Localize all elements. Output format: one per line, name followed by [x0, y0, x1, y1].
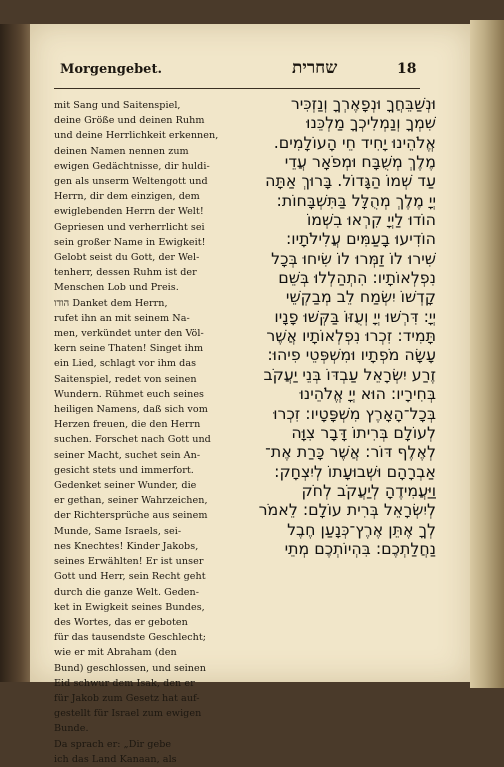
hebrew-line: לְיִשְׂרָאֵל בְּרִית עוֹלָם: לֵאמֹר	[258, 500, 436, 520]
german-line: Bund) geschlossen, und seinen	[54, 662, 206, 674]
header-german-title: Morgengebet.	[60, 62, 162, 77]
german-line: mit Sang und Saitenspiel,	[54, 100, 181, 111]
running-header	[30, 60, 470, 86]
german-line: men, verkündet unter den Völ-	[54, 328, 204, 340]
german-line: Bunde.	[54, 723, 89, 735]
german-line: Gelobt seist du Gott, der Wel-	[54, 252, 200, 264]
hebrew-line: קָדְשׁוֹ יִשְׂמַח לֵב מְבַקְשֵׁי	[285, 287, 436, 307]
hebrew-line: הוֹדִיעוּ בָעַמִּים עֲלִילֹתָיו:	[285, 229, 436, 249]
german-line: sein großer Name in Ewigkeit!	[54, 236, 206, 248]
hebrew-line: זֶרַע יִשְׂרָאֵל עַבְדּוֹ בְּנֵי יַעֲקֹב	[263, 364, 436, 384]
hebrew-line: יְיָ: דִּרְשׁוּ יְיָ וְעֻזּוֹ בַּקְּשׁוּ פָנָיו	[274, 306, 436, 326]
hebrew-line: עָשָׂה מֹפְתָיו וּמִשְׁפְּטֵי פִיהוּ:	[267, 345, 436, 365]
german-line: und deine Herrlichkeit erkennen,	[54, 130, 218, 142]
page-number: 18	[397, 61, 417, 77]
hebrew-line: שִׁירוּ לוֹ זַמְּרוּ לוֹ שִׂיחוּ בְּכָל	[271, 248, 436, 268]
german-line: tenherr, dessen Ruhm ist der	[54, 267, 197, 279]
german-line: ein Lied, schlagt vor ihm das	[54, 358, 197, 370]
german-line: seines Erwählten! Er ist unser	[54, 556, 204, 568]
hebrew-line: לְעוֹלָם בְּרִיתוֹ דָּבָר צִוָּה	[291, 422, 436, 442]
german-line: seiner Macht, suchet sein An-	[54, 449, 201, 461]
german-line: kern seine Thaten! Singet ihm	[54, 343, 204, 355]
book-page	[30, 24, 470, 765]
hebrew-line: אַבְרָהָם וּשְׁבוּעָתוֹ לְיִצְחָק:	[274, 461, 436, 481]
german-line: Gepriesen und verherrlicht sei	[54, 221, 205, 233]
german-line: gestellt für Israel zum ewigen	[54, 708, 202, 720]
hebrew-line: נַחֲלַתְכֶם: בִּהְיוֹתְכֶם מְתֵי	[284, 538, 436, 558]
german-line: der Richtersprüche aus seinem	[54, 510, 208, 522]
hebrew-text-column	[226, 94, 436, 558]
german-line: ewigen Gedächtnisse, dir huldi-	[54, 160, 210, 172]
german-line: des Wortes, das er geboten	[54, 616, 188, 628]
german-line: suchen. Forschet nach Gott und	[54, 434, 211, 446]
german-line: Herzen freuen, die den Herrn	[54, 419, 201, 431]
hebrew-line: הוֹדוּ לַיְיָ קִרְאוּ בִשְׁמוֹ	[306, 210, 436, 230]
german-line: ich das Land Kanaan, als	[54, 753, 177, 765]
german-line: gesicht stets und immerfort.	[54, 464, 194, 476]
german-line: deinen Namen nennen zum	[54, 145, 189, 157]
german-line: er gethan, seiner Wahrzeichen,	[54, 495, 208, 507]
hebrew-line: עַד שְׁמוֹ הַגָּדוֹל. בָּרוּךְ אַתָּה	[265, 171, 436, 191]
hebrew-line: וּנְשַׁבֵּחֲךָ וּנְפָאֶרְךָ וְנַזְכִּיר	[290, 94, 436, 113]
german-translation-column	[54, 98, 218, 767]
hebrew-line: לְאֶלֶף דּוֹר: אֲשֶׁר כָּרַת אֶת־	[265, 442, 436, 462]
german-line: deine Größe und deinen Ruhm	[54, 115, 205, 127]
german-line: Da sprach er: „Dir gebe	[54, 738, 172, 750]
german-line: Munde, Same Israels, sei-	[54, 525, 182, 537]
german-line: rufet ihn an mit seinem Na-	[54, 312, 190, 324]
hebrew-line: לְךָ אֶתֵּן אֶרֶץ־כְּנָעַן חֶבֶל	[287, 519, 436, 539]
german-line: Herrn, dir dem einzigen, dem	[54, 191, 200, 203]
hebrew-line: בְּכָל־הָאָרֶץ מִשְׁפָּטָיו: זִכְרוּ	[273, 403, 436, 423]
hebrew-line: נִפְלְאוֹתָיו: הִתְהַלְלוּ בְּשֵׁם	[278, 268, 436, 288]
book-gutter	[0, 24, 30, 682]
german-line: durch die ganze Welt. Geden-	[54, 586, 200, 598]
hebrew-line: וַיַּעֲמִידֶהָ לְיַעֲקֹב לְחֹק	[301, 480, 436, 500]
page-edges	[470, 20, 504, 688]
german-line: ewiglebenden Herrn der Welt!	[54, 206, 204, 218]
german-line: Saitenspiel, redet von seinen	[54, 373, 197, 385]
header-rule	[54, 88, 420, 89]
german-line: für das tausendste Geschlecht;	[54, 632, 207, 644]
hebrew-line: יְיָ מֶלֶךְ מְהֻלָּל בַּתִּשְׁבָּחוֹת:	[276, 190, 436, 210]
german-line: ket in Ewigkeit seines Bundes,	[54, 601, 205, 613]
german-line: Eid schwur dem Isak, den er	[54, 677, 195, 689]
german-line: Menschen Lob und Preis.	[54, 282, 179, 294]
hebrew-line: אֱלֹהֵינוּ יָחִיד חֵי הָעוֹלָמִים.	[273, 132, 436, 152]
header-hebrew-title: שחרית	[292, 58, 338, 78]
german-line: für Jakob zum Gesetz hat auf-	[54, 692, 200, 704]
german-line: הודו Danket dem Herrn,	[54, 297, 168, 309]
german-line: Gott und Herr, sein Recht geht	[54, 571, 206, 583]
hebrew-line: מֶלֶךְ מְשֻׁבָּח וּמְפֹאָר עֲדֵי	[284, 152, 436, 172]
german-line: Wundern. Rühmet euch seines	[54, 388, 205, 400]
hebrew-line: תָּמִיד: זִכְרוּ נִפְלְאוֹתָיו אֲשֶׁר	[266, 326, 436, 346]
german-line: gen als unserm Weltengott und	[54, 176, 208, 188]
hebrew-line: בְּחִירָיו: הוּא יְיָ אֱלֹהֵינוּ	[299, 384, 436, 404]
german-line: wie er mit Abraham (den	[54, 647, 177, 659]
german-line: Gedenket seiner Wunder, die	[54, 480, 197, 492]
hebrew-line: שִׁמְךָ וְנַמְלִיכְךָ מַלְכֵּנוּ	[306, 113, 436, 133]
german-line: heiligen Namens, daß sich vom	[54, 404, 208, 416]
german-line: nes Knechtes! Kinder Jakobs,	[54, 540, 199, 552]
